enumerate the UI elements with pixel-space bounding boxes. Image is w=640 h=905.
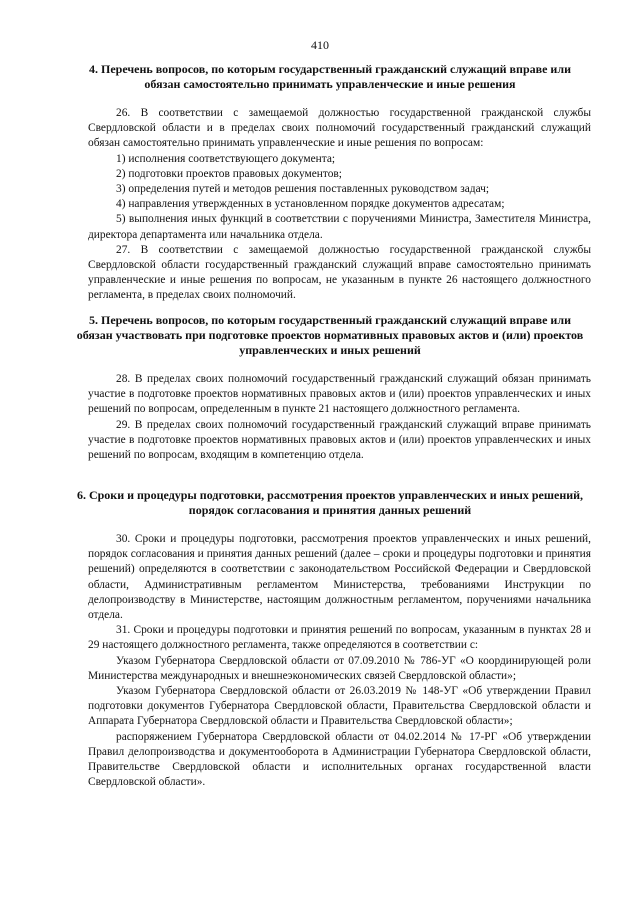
list-item: 1) исполнения соответствующего документа; [116,152,336,165]
list-item: 5) выполнения иных функций в соответствии с поручениями Министра, Заместителя Министра, директора департамента или начальника отдела. [88,213,591,241]
paragraph-30: 30. Сроки и процедуры подготовки, рассмотрения проектов управленческих и иных решений, порядок согласования и принятия данных решений (далее – сроки и процедуры подготовки и принятия решений) определяются в соответствии с законодательством Российской Федерации и Свердловской области, Административным регламентом Министерства, требованиями Инструкции по делопроизводству в Министерстве, настоящим должностным регламентом, поручениями начальника отдела. [88,533,591,622]
paragraph-29: 29. В пределах своих полномочий государственный гражданский служащий вправе принимать участие в подготовке проектов нормативных правовых актов и (или) проектов управленческих и иных решений по вопросам, входящим в компетенцию отдела. [88,418,591,462]
page-number: 410 [311,38,329,52]
section-4-title: 4. Перечень вопросов, по которым государственный гражданский служащий вправе или обязан самостоятельно принимать управленческие и иные решения [89,62,571,91]
list-item: 3) определения путей и методов решения поставленных руководством задач; [116,183,490,196]
paragraph-28: 28. В пределах своих полномочий государственный гражданский служащий обязан принимать участие в подготовке проектов нормативных правовых актов и (или) проектов управленческих и иных решений по вопросам, определенным в пункте 21 настоящего должностного регламента. [88,373,591,416]
paragraph-31: 31. Сроки и процедуры подготовки и принятия решений по вопросам, указанным в пунктах 28 и 29 настоящего должностного регламента, также определяются в соответствии с: [88,624,591,652]
section-4-body [88,106,591,304]
reference-item: Указом Губернатора Свердловской области от 07.09.2010 № 786-УГ «О координирующей роли Министерства международных и внешнеэкономических связей Свердловской области»; [88,654,591,682]
list-item: 2) подготовки проектов правовых документов; [116,167,342,180]
list-item: 4) направления утвержденных в установленном порядке документов адресатам; [116,198,505,211]
paragraph-27: 27. В соответствии с замещаемой должностью государственной гражданской службы Свердловской области государственный гражданский служащий вправе самостоятельно принимать управленческие и иные решения по вопросам, не указанным в пункте 26 настоящего должностного регламента, в пределах своих полномочий. [88,243,591,302]
reference-item: распоряжением Губернатора Свердловской области от 04.02.2014 № 17-РГ «Об утверждении Правил делопроизводства и документооборота в Администрации Губернатора Свердловской области, Правительстве Свердловской области и исполнительных органах государственной власти Свердловской области». [88,730,591,789]
section-6-body [88,532,591,790]
section-5-title: 5. Перечень вопросов, по которым государственный гражданский служащий вправе или обязан участвовать при подготовке проектов нормативных правовых актов и (или) проектов управленческих и иных решений [76,313,584,357]
reference-item: Указом Губернатора Свердловской области от 26.03.2019 № 148-УГ «Об утверждении Правил подготовки документов Губернатора Свердловской области, Правительства Свердловской области и Аппарата Губернатора Свердловской области и Правительства Свердловской области»; [88,685,591,728]
section-5-body [88,372,591,463]
section-6-title: 6. Сроки и процедуры подготовки, рассмотрения проектов управленческих и иных решений, порядок согласования и принятия данных решений [76,488,584,517]
paragraph-26: 26. В соответствии с замещаемой должностью государственной гражданской службы Свердловской области и в пределах своих полномочий государственный гражданский служащий обязан самостоятельно принимать управленческие и иные решения по вопросам: [88,107,591,150]
